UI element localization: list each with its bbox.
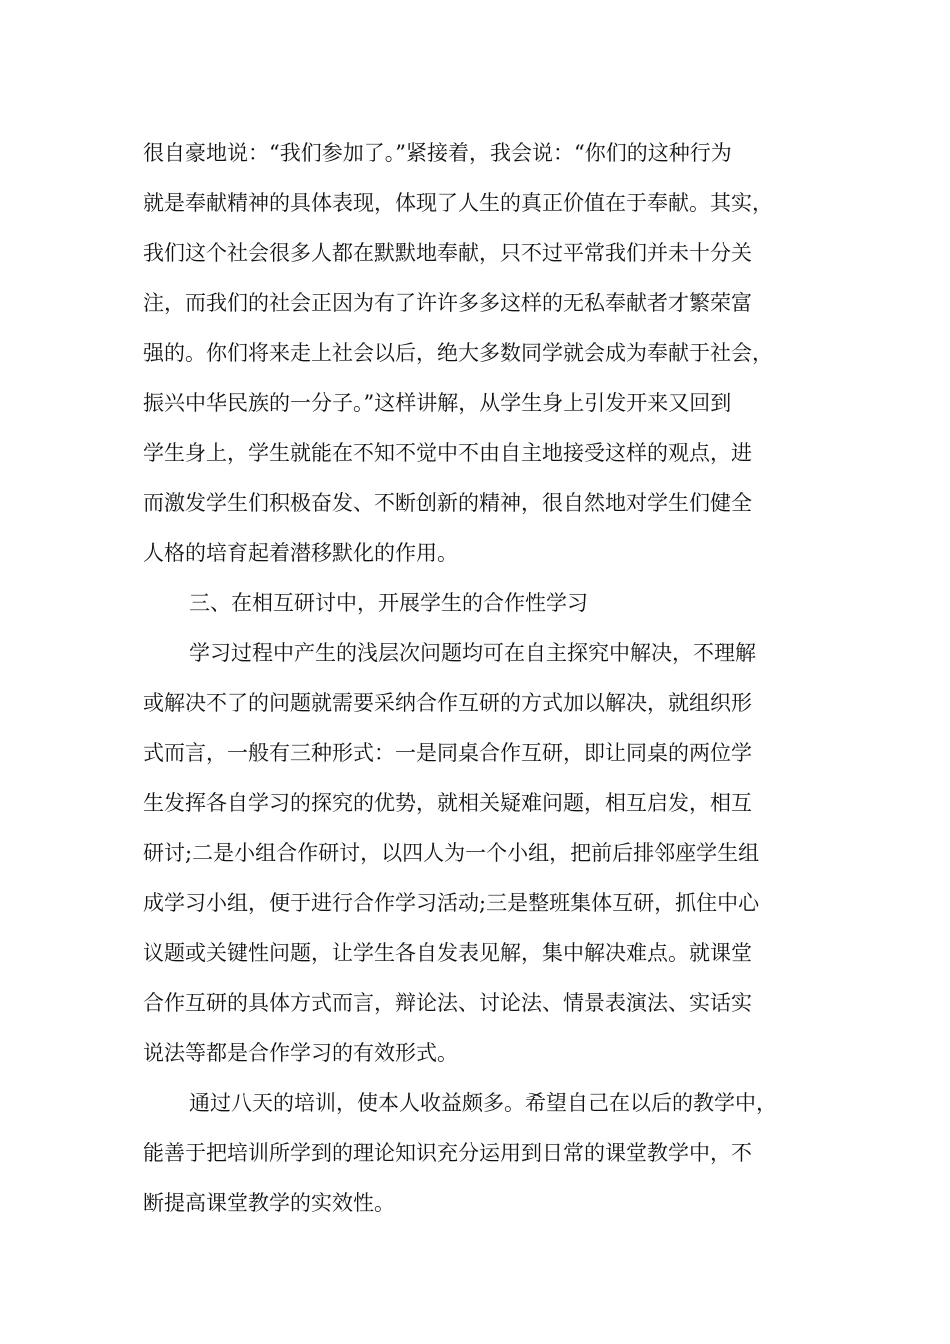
- text-line: 研讨;二是小组合作研讨，以四人为一个小组，把前后排邻座学生组: [143, 841, 760, 865]
- text-line: 或解决不了的问题就需要采纳合作互研的方式加以解决，就组织形: [143, 691, 752, 715]
- text-line: 很自豪地说：“我们参加了。”紧接着，我会说：“你们的这种行为: [143, 141, 732, 165]
- text-line: 能善于把培训所学到的理论知识充分运用到日常的课堂教学中，不: [143, 1141, 752, 1165]
- text-line: 式而言，一般有三种形式：一是同桌合作互研，即让同桌的两位学: [143, 741, 752, 765]
- text-line: 学习过程中产生的浅层次问题均可在自主探究中解决，不理解: [189, 641, 756, 665]
- text-line: 强的。你们将来走上社会以后，绝大多数同学就会成为奉献于社会，: [143, 341, 773, 365]
- text-line: 我们这个社会很多人都在默默地奉献，只不过平常我们并未十分关: [143, 241, 752, 265]
- section-heading: 三、在相互研讨中，开展学生的合作性学习: [189, 591, 588, 615]
- text-line: 合作互研的具体方式而言，辩论法、讨论法、情景表演法、实话实: [143, 991, 752, 1015]
- text-line: 说法等都是合作学习的有效形式。: [143, 1041, 458, 1065]
- text-line: 通过八天的培训，使本人收益颇多。希望自己在以后的教学中，: [189, 1091, 777, 1115]
- document-body: [143, 128, 823, 1228]
- text-line: 成学习小组，便于进行合作学习活动;三是整班集体互研，抓住中心: [143, 891, 760, 915]
- text-line: 人格的培育起着潜移默化的作用。: [143, 541, 458, 565]
- text-line: 议题或关键性问题，让学生各自发表见解，集中解决难点。就课堂: [143, 941, 752, 965]
- text-line: 断提高课堂教学的实效性。: [143, 1191, 395, 1215]
- text-line: 振兴中华民族的一分子。”这样讲解，从学生身上引发开来又回到: [143, 391, 732, 415]
- text-line: 学生身上，学生就能在不知不觉中不由自主地接受这样的观点，进: [143, 441, 752, 465]
- text-line: 就是奉献精神的具体表现，体现了人生的真正价值在于奉献。其实，: [143, 191, 773, 215]
- text-line: 生发挥各自学习的探究的优势，就相关疑难问题，相互启发，相互: [143, 791, 752, 815]
- text-line: 注，而我们的社会正因为有了许许多多这样的无私奉献者才繁荣富: [143, 291, 752, 315]
- text-line: 而激发学生们积极奋发、不断创新的精神，很自然地对学生们健全: [143, 491, 752, 515]
